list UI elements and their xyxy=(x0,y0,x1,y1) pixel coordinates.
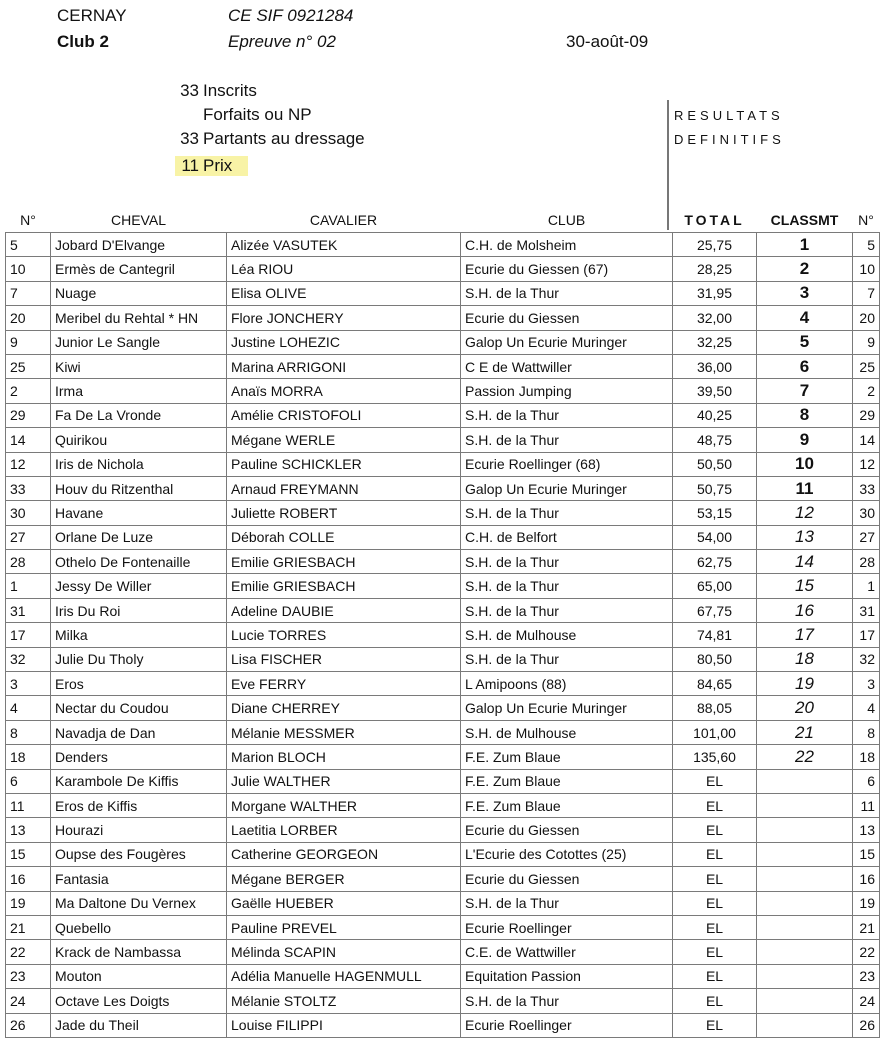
cell-club: L'Ecurie des Cotottes (25) xyxy=(461,842,673,866)
cell-no: 26 xyxy=(6,1013,51,1037)
cell-cheval: Ma Daltone Du Vernex xyxy=(51,891,227,915)
cell-cavalier: Elisa OLIVE xyxy=(227,281,461,305)
cell-classmt: 5 xyxy=(757,330,853,354)
table-row xyxy=(6,769,880,793)
cell-no: 6 xyxy=(6,769,51,793)
cell-total: EL xyxy=(673,793,757,817)
table-row xyxy=(6,989,880,1013)
cell-club: Passion Jumping xyxy=(461,379,673,403)
cell-cavalier: Emilie GRIESBACH xyxy=(227,574,461,598)
cell-club: Ecurie du Giessen (67) xyxy=(461,257,673,281)
cell-total: 54,00 xyxy=(673,525,757,549)
cell-no-2: 31 xyxy=(853,598,880,622)
cell-classmt: 13 xyxy=(757,525,853,549)
cell-no-2: 22 xyxy=(853,940,880,964)
cell-cheval: Mouton xyxy=(51,964,227,988)
cell-cheval: Orlane De Luze xyxy=(51,525,227,549)
cell-cheval: Nectar du Coudou xyxy=(51,696,227,720)
cell-cavalier: Julie WALTHER xyxy=(227,769,461,793)
cell-cheval: Jessy De Willer xyxy=(51,574,227,598)
cell-cavalier: Adélia Manuelle HAGENMULL xyxy=(227,964,461,988)
cell-cheval: Jade du Theil xyxy=(51,1013,227,1037)
cell-club: C.H. de Belfort xyxy=(461,525,673,549)
cell-cavalier: Alizée VASUTEK xyxy=(227,233,461,257)
cell-classmt xyxy=(757,989,853,1013)
cell-no-2: 13 xyxy=(853,818,880,842)
cell-classmt xyxy=(757,867,853,891)
cell-cavalier: Gaëlle HUEBER xyxy=(227,891,461,915)
cell-cavalier: Flore JONCHERY xyxy=(227,306,461,330)
cell-total: 50,75 xyxy=(673,476,757,500)
cell-cheval: Iris de Nichola xyxy=(51,452,227,476)
cell-cheval: Kiwi xyxy=(51,354,227,378)
cell-classmt xyxy=(757,940,853,964)
cell-classmt: 17 xyxy=(757,623,853,647)
cell-no: 7 xyxy=(6,281,51,305)
cell-cheval: Octave Les Doigts xyxy=(51,989,227,1013)
cell-classmt xyxy=(757,818,853,842)
cell-cavalier: Laetitia LORBER xyxy=(227,818,461,842)
location: CERNAY xyxy=(57,6,127,25)
cell-cavalier: Marion BLOCH xyxy=(227,745,461,769)
forfaits-line xyxy=(175,105,312,125)
cell-cheval: Havane xyxy=(51,501,227,525)
cell-total: 48,75 xyxy=(673,428,757,452)
table-row xyxy=(6,525,880,549)
cell-total: EL xyxy=(673,1013,757,1037)
cell-no: 2 xyxy=(6,379,51,403)
club-number: Club 2 xyxy=(57,32,109,51)
cell-classmt: 1 xyxy=(757,233,853,257)
cell-classmt: 15 xyxy=(757,574,853,598)
table-row xyxy=(6,745,880,769)
cell-club: C.E. de Wattwiller xyxy=(461,940,673,964)
cell-cavalier: Lucie TORRES xyxy=(227,623,461,647)
cell-total: EL xyxy=(673,818,757,842)
cell-no: 33 xyxy=(6,476,51,500)
cell-no-2: 21 xyxy=(853,915,880,939)
cell-cavalier: Pauline SCHICKLER xyxy=(227,452,461,476)
cell-no: 8 xyxy=(6,720,51,744)
table-row xyxy=(6,501,880,525)
cell-cavalier: Pauline PREVEL xyxy=(227,915,461,939)
inscrits-label: Inscrits xyxy=(203,81,257,100)
cell-cheval: Quirikou xyxy=(51,428,227,452)
cell-total: 32,25 xyxy=(673,330,757,354)
cell-club: L Amipoons (88) xyxy=(461,672,673,696)
table-row xyxy=(6,379,880,403)
cell-total: 53,15 xyxy=(673,501,757,525)
cell-total: 88,05 xyxy=(673,696,757,720)
cell-classmt xyxy=(757,915,853,939)
table-row xyxy=(6,257,880,281)
cell-cheval: Fa De La Vronde xyxy=(51,403,227,427)
cell-no-2: 4 xyxy=(853,696,880,720)
cell-no: 29 xyxy=(6,403,51,427)
cell-cavalier: Morgane WALTHER xyxy=(227,793,461,817)
cell-total: EL xyxy=(673,940,757,964)
table-row xyxy=(6,696,880,720)
epreuve-number: Epreuve n° 02 xyxy=(228,32,336,51)
cell-club: Ecurie Roellinger xyxy=(461,915,673,939)
table-row xyxy=(6,891,880,915)
col-cheval: CHEVAL xyxy=(111,212,166,228)
cell-classmt: 3 xyxy=(757,281,853,305)
cell-club: C.H. de Molsheim xyxy=(461,233,673,257)
col-no: N° xyxy=(20,212,36,228)
table-row xyxy=(6,672,880,696)
table-row xyxy=(6,306,880,330)
partants-line xyxy=(175,129,365,149)
table-row xyxy=(6,574,880,598)
cell-classmt xyxy=(757,1013,853,1037)
competition-code: CE SIF 0921284 xyxy=(228,6,354,25)
cell-no: 25 xyxy=(6,354,51,378)
partants-label: Partants au dressage xyxy=(203,129,365,148)
table-row xyxy=(6,403,880,427)
cell-no: 10 xyxy=(6,257,51,281)
cell-classmt: 2 xyxy=(757,257,853,281)
table-row xyxy=(6,647,880,671)
table-row xyxy=(6,598,880,622)
cell-no-2: 3 xyxy=(853,672,880,696)
cell-cheval: Krack de Nambassa xyxy=(51,940,227,964)
cell-total: 40,25 xyxy=(673,403,757,427)
cell-no-2: 20 xyxy=(853,306,880,330)
cell-total: 62,75 xyxy=(673,550,757,574)
cell-cavalier: Mélinda SCAPIN xyxy=(227,940,461,964)
cell-no-2: 10 xyxy=(853,257,880,281)
cell-cavalier: Anaïs MORRA xyxy=(227,379,461,403)
cell-no: 4 xyxy=(6,696,51,720)
cell-cheval: Junior Le Sangle xyxy=(51,330,227,354)
cell-cheval: Nuage xyxy=(51,281,227,305)
cell-total: EL xyxy=(673,989,757,1013)
cell-cavalier: Lisa FISCHER xyxy=(227,647,461,671)
col-no-2: N° xyxy=(858,212,874,228)
cell-no: 22 xyxy=(6,940,51,964)
cell-club: Galop Un Ecurie Muringer xyxy=(461,696,673,720)
cell-classmt: 9 xyxy=(757,428,853,452)
cell-club: F.E. Zum Blaue xyxy=(461,769,673,793)
cell-no-2: 17 xyxy=(853,623,880,647)
table-row xyxy=(6,964,880,988)
cell-total: 31,95 xyxy=(673,281,757,305)
cell-no-2: 18 xyxy=(853,745,880,769)
cell-cavalier: Déborah COLLE xyxy=(227,525,461,549)
cell-no-2: 1 xyxy=(853,574,880,598)
cell-no: 31 xyxy=(6,598,51,622)
cell-total: 32,00 xyxy=(673,306,757,330)
cell-cheval: Jobard D'Elvange xyxy=(51,233,227,257)
cell-club: Ecurie du Giessen xyxy=(461,867,673,891)
cell-no-2: 12 xyxy=(853,452,880,476)
cell-cavalier: Juliette ROBERT xyxy=(227,501,461,525)
cell-no: 20 xyxy=(6,306,51,330)
cell-classmt: 16 xyxy=(757,598,853,622)
table-row xyxy=(6,940,880,964)
cell-no: 30 xyxy=(6,501,51,525)
cell-classmt xyxy=(757,842,853,866)
cell-no-2: 14 xyxy=(853,428,880,452)
cell-total: 84,65 xyxy=(673,672,757,696)
cell-no: 24 xyxy=(6,989,51,1013)
cell-no: 1 xyxy=(6,574,51,598)
cell-cheval: Iris Du Roi xyxy=(51,598,227,622)
forfaits-label: Forfaits ou NP xyxy=(203,105,312,124)
table-row xyxy=(6,233,880,257)
cell-club: Ecurie Roellinger xyxy=(461,1013,673,1037)
prix-line xyxy=(175,156,248,176)
cell-classmt: 12 xyxy=(757,501,853,525)
table-row xyxy=(6,818,880,842)
cell-no: 27 xyxy=(6,525,51,549)
cell-club: S.H. de la Thur xyxy=(461,428,673,452)
cell-total: EL xyxy=(673,915,757,939)
cell-no: 19 xyxy=(6,891,51,915)
cell-total: EL xyxy=(673,964,757,988)
cell-club: F.E. Zum Blaue xyxy=(461,745,673,769)
cell-no: 17 xyxy=(6,623,51,647)
cell-club: S.H. de la Thur xyxy=(461,598,673,622)
cell-club: S.H. de Mulhouse xyxy=(461,720,673,744)
cell-total: 67,75 xyxy=(673,598,757,622)
status-line-1: RESULTATS xyxy=(674,108,784,123)
cell-club: Ecurie du Giessen xyxy=(461,818,673,842)
cell-no-2: 5 xyxy=(853,233,880,257)
cell-cheval: Ermès de Cantegril xyxy=(51,257,227,281)
cell-classmt: 14 xyxy=(757,550,853,574)
cell-club: S.H. de Mulhouse xyxy=(461,623,673,647)
cell-no: 23 xyxy=(6,964,51,988)
cell-total: 28,25 xyxy=(673,257,757,281)
cell-classmt: 10 xyxy=(757,452,853,476)
table-row xyxy=(6,915,880,939)
cell-total: 101,00 xyxy=(673,720,757,744)
cell-no-2: 7 xyxy=(853,281,880,305)
cell-classmt: 4 xyxy=(757,306,853,330)
cell-no: 3 xyxy=(6,672,51,696)
cell-cheval: Quebello xyxy=(51,915,227,939)
cell-cheval: Houv du Ritzenthal xyxy=(51,476,227,500)
cell-cheval: Karambole De Kiffis xyxy=(51,769,227,793)
inscrits-count: 33 xyxy=(180,81,199,100)
cell-cavalier: Amélie CRISTOFOLI xyxy=(227,403,461,427)
inscrits-line xyxy=(175,81,257,101)
cell-total: 39,50 xyxy=(673,379,757,403)
cell-cheval: Eros xyxy=(51,672,227,696)
table-row xyxy=(6,550,880,574)
cell-cheval: Hourazi xyxy=(51,818,227,842)
cell-cheval: Irma xyxy=(51,379,227,403)
prix-count: 11 xyxy=(181,156,199,175)
cell-cheval: Denders xyxy=(51,745,227,769)
cell-cavalier: Mégane WERLE xyxy=(227,428,461,452)
cell-total: 74,81 xyxy=(673,623,757,647)
cell-classmt: 20 xyxy=(757,696,853,720)
cell-no: 15 xyxy=(6,842,51,866)
cell-club: S.H. de la Thur xyxy=(461,550,673,574)
cell-cavalier: Justine LOHEZIC xyxy=(227,330,461,354)
cell-no: 13 xyxy=(6,818,51,842)
col-club: CLUB xyxy=(547,212,586,228)
cell-classmt: 6 xyxy=(757,354,853,378)
cell-cavalier: Marina ARRIGONI xyxy=(227,354,461,378)
cell-total: 135,60 xyxy=(673,745,757,769)
cell-cheval: Navadja de Dan xyxy=(51,720,227,744)
cell-no: 28 xyxy=(6,550,51,574)
cell-club: S.H. de la Thur xyxy=(461,989,673,1013)
cell-cavalier: Adeline DAUBIE xyxy=(227,598,461,622)
cell-cheval: Julie Du Tholy xyxy=(51,647,227,671)
cell-total: EL xyxy=(673,842,757,866)
cell-no: 12 xyxy=(6,452,51,476)
cell-classmt: 21 xyxy=(757,720,853,744)
table-header xyxy=(6,208,880,233)
table-row xyxy=(6,793,880,817)
cell-club: Galop Un Ecurie Muringer xyxy=(461,476,673,500)
results-table xyxy=(5,208,880,1038)
cell-no-2: 25 xyxy=(853,354,880,378)
cell-no: 5 xyxy=(6,233,51,257)
cell-total: 80,50 xyxy=(673,647,757,671)
cell-classmt xyxy=(757,769,853,793)
cell-club: C E de Wattwiller xyxy=(461,354,673,378)
cell-club: Galop Un Ecurie Muringer xyxy=(461,330,673,354)
cell-no-2: 6 xyxy=(853,769,880,793)
cell-no-2: 29 xyxy=(853,403,880,427)
table-row xyxy=(6,428,880,452)
cell-club: Equitation Passion xyxy=(461,964,673,988)
cell-classmt xyxy=(757,964,853,988)
cell-no-2: 15 xyxy=(853,842,880,866)
table-row xyxy=(6,354,880,378)
table-row xyxy=(6,623,880,647)
col-total: TOTAL xyxy=(684,212,745,228)
cell-club: F.E. Zum Blaue xyxy=(461,793,673,817)
cell-cavalier: Eve FERRY xyxy=(227,672,461,696)
prix-label: Prix xyxy=(203,156,233,175)
cell-club: S.H. de la Thur xyxy=(461,891,673,915)
cell-cheval: Milka xyxy=(51,623,227,647)
col-cavalier: CAVALIER xyxy=(309,212,378,228)
cell-classmt: 22 xyxy=(757,745,853,769)
cell-no-2: 27 xyxy=(853,525,880,549)
cell-classmt: 19 xyxy=(757,672,853,696)
cell-classmt xyxy=(757,793,853,817)
cell-no-2: 8 xyxy=(853,720,880,744)
cell-club: S.H. de la Thur xyxy=(461,281,673,305)
cell-total: 36,00 xyxy=(673,354,757,378)
cell-club: S.H. de la Thur xyxy=(461,501,673,525)
cell-total: EL xyxy=(673,891,757,915)
cell-no-2: 26 xyxy=(853,1013,880,1037)
cell-cavalier: Emilie GRIESBACH xyxy=(227,550,461,574)
cell-cavalier: Catherine GEORGEON xyxy=(227,842,461,866)
cell-no: 9 xyxy=(6,330,51,354)
cell-total: 50,50 xyxy=(673,452,757,476)
table-row xyxy=(6,281,880,305)
cell-cavalier: Mélanie MESSMER xyxy=(227,720,461,744)
cell-cavalier: Louise FILIPPI xyxy=(227,1013,461,1037)
cell-no: 16 xyxy=(6,867,51,891)
cell-total: EL xyxy=(673,867,757,891)
cell-no: 32 xyxy=(6,647,51,671)
col-classmt: CLASSMT xyxy=(770,212,839,228)
cell-cavalier: Mégane BERGER xyxy=(227,867,461,891)
cell-cheval: Oupse des Fougères xyxy=(51,842,227,866)
cell-no-2: 19 xyxy=(853,891,880,915)
cell-no-2: 9 xyxy=(853,330,880,354)
cell-club: S.H. de la Thur xyxy=(461,574,673,598)
cell-no-2: 16 xyxy=(853,867,880,891)
cell-no: 14 xyxy=(6,428,51,452)
cell-cheval: Fantasia xyxy=(51,867,227,891)
table-row xyxy=(6,842,880,866)
cell-classmt: 18 xyxy=(757,647,853,671)
cell-cheval: Meribel du Rehtal * HN xyxy=(51,306,227,330)
cell-no-2: 33 xyxy=(853,476,880,500)
cell-classmt: 7 xyxy=(757,379,853,403)
cell-no-2: 2 xyxy=(853,379,880,403)
table-row xyxy=(6,330,880,354)
cell-cheval: Eros de Kiffis xyxy=(51,793,227,817)
cell-club: Ecurie Roellinger (68) xyxy=(461,452,673,476)
cell-no-2: 11 xyxy=(853,793,880,817)
cell-no: 18 xyxy=(6,745,51,769)
cell-total: EL xyxy=(673,769,757,793)
cell-cavalier: Léa RIOU xyxy=(227,257,461,281)
cell-club: S.H. de la Thur xyxy=(461,403,673,427)
table-row xyxy=(6,1013,880,1037)
cell-no: 21 xyxy=(6,915,51,939)
cell-cavalier: Mélanie STOLTZ xyxy=(227,989,461,1013)
cell-no-2: 23 xyxy=(853,964,880,988)
cell-cavalier: Diane CHERREY xyxy=(227,696,461,720)
status-line-2: DEFINITIFS xyxy=(674,132,785,147)
cell-cheval: Othelo De Fontenaille xyxy=(51,550,227,574)
event-date: 30-août-09 xyxy=(566,32,649,51)
cell-no-2: 30 xyxy=(853,501,880,525)
table-row xyxy=(6,452,880,476)
cell-classmt: 8 xyxy=(757,403,853,427)
cell-club: S.H. de la Thur xyxy=(461,647,673,671)
cell-club: Ecurie du Giessen xyxy=(461,306,673,330)
cell-no-2: 28 xyxy=(853,550,880,574)
table-row xyxy=(6,867,880,891)
cell-total: 65,00 xyxy=(673,574,757,598)
table-row xyxy=(6,720,880,744)
cell-no-2: 24 xyxy=(853,989,880,1013)
table-row xyxy=(6,476,880,500)
cell-cavalier: Arnaud FREYMANN xyxy=(227,476,461,500)
cell-classmt xyxy=(757,891,853,915)
cell-classmt: 11 xyxy=(757,476,853,500)
partants-count: 33 xyxy=(180,129,199,148)
cell-no: 11 xyxy=(6,793,51,817)
cell-no-2: 32 xyxy=(853,647,880,671)
cell-total: 25,75 xyxy=(673,233,757,257)
